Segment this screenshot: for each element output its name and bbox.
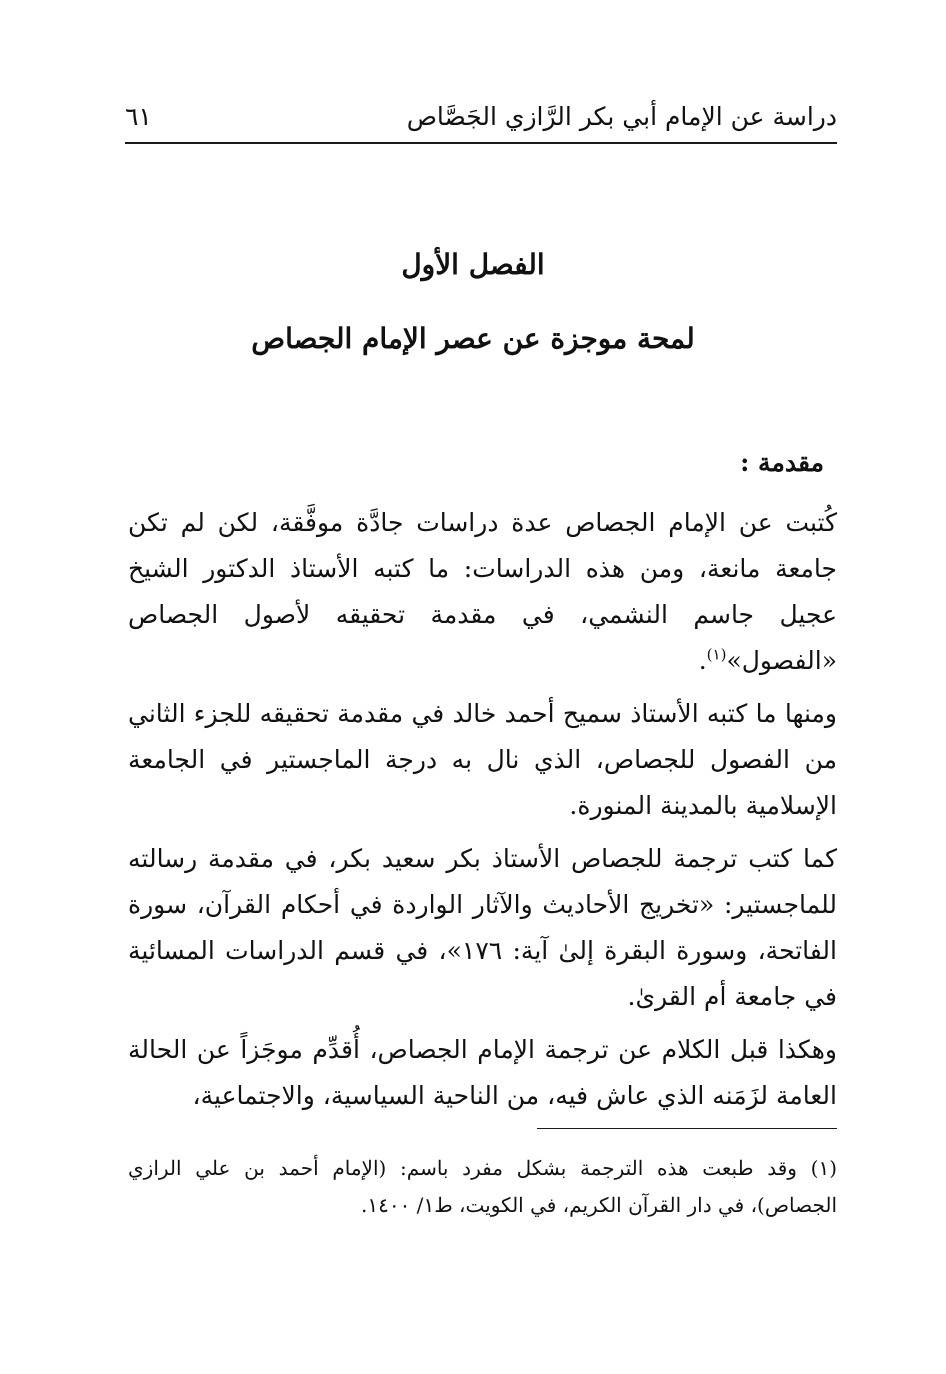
- footnote-reference: (١): [706, 645, 727, 664]
- paragraph: [128, 500, 837, 684]
- paragraph-text: كُتبت عن الإمام الجصاص عدة دراسات جادَّة موفَّقة، لكن لم تكن جامعة مانعة، ومن هذه الدراسات: ما كتبه الأستاذ الدكتور الشيخ عجيل جاسم النشمي، في مقدمة تحقيقه لأصول الجصاص «الفصول»: [128, 508, 837, 675]
- footnote-text: (١) وقد طبعت هذه الترجمة بشكل مفرد باسم: (الإمام أحمد بن علي الرازي الجصاص)، في دار القرآن الكريم، في الكويت، ط١/ ١٤٠٠.: [128, 1156, 837, 1217]
- chapter-title: الفصل الأول: [401, 248, 545, 281]
- body-text: [128, 500, 837, 1126]
- page-header: [125, 100, 837, 144]
- page-number: ٦١: [125, 102, 152, 131]
- paragraph: كما كتب ترجمة للجصاص الأستاذ بكر سعيد بكر، في مقدمة رسالته للماجستير: «تخريج الأحاديث والآثار الواردة في أحكام القرآن، سورة الفاتحة، وسورة البقرة إلىٰ آية: ١٧٦»، في قسم الدراسات المسائية في جامعة أم القرىٰ.: [128, 844, 837, 1011]
- chapter-subtitle: لمحة موجزة عن عصر الإمام الجصاص: [251, 322, 695, 355]
- paragraph: وهكذا قبل الكلام عن ترجمة الإمام الجصاص، أُقدِّم موجَزاً عن الحالة العامة لزَمَنه الذي عاش فيه، من الناحية السياسية، والاجتماعية،: [128, 1035, 837, 1110]
- running-title: دراسة عن الإمام أبي بكر الرَّازي الجَصَّاص: [406, 102, 837, 131]
- paragraph: ومنها ما كتبه الأستاذ سميح أحمد خالد في مقدمة تحقيقه للجزء الثاني من الفصول للجصاص، الذي نال به درجة الماجستير في الجامعة الإسلامية بالمدينة المنورة.: [128, 699, 837, 820]
- footnote: [128, 1150, 837, 1224]
- section-heading: مقدمة :: [740, 448, 824, 477]
- paragraph-suffix: .: [698, 646, 707, 675]
- footnote-divider: [537, 1128, 837, 1129]
- footnotes: [128, 1150, 837, 1224]
